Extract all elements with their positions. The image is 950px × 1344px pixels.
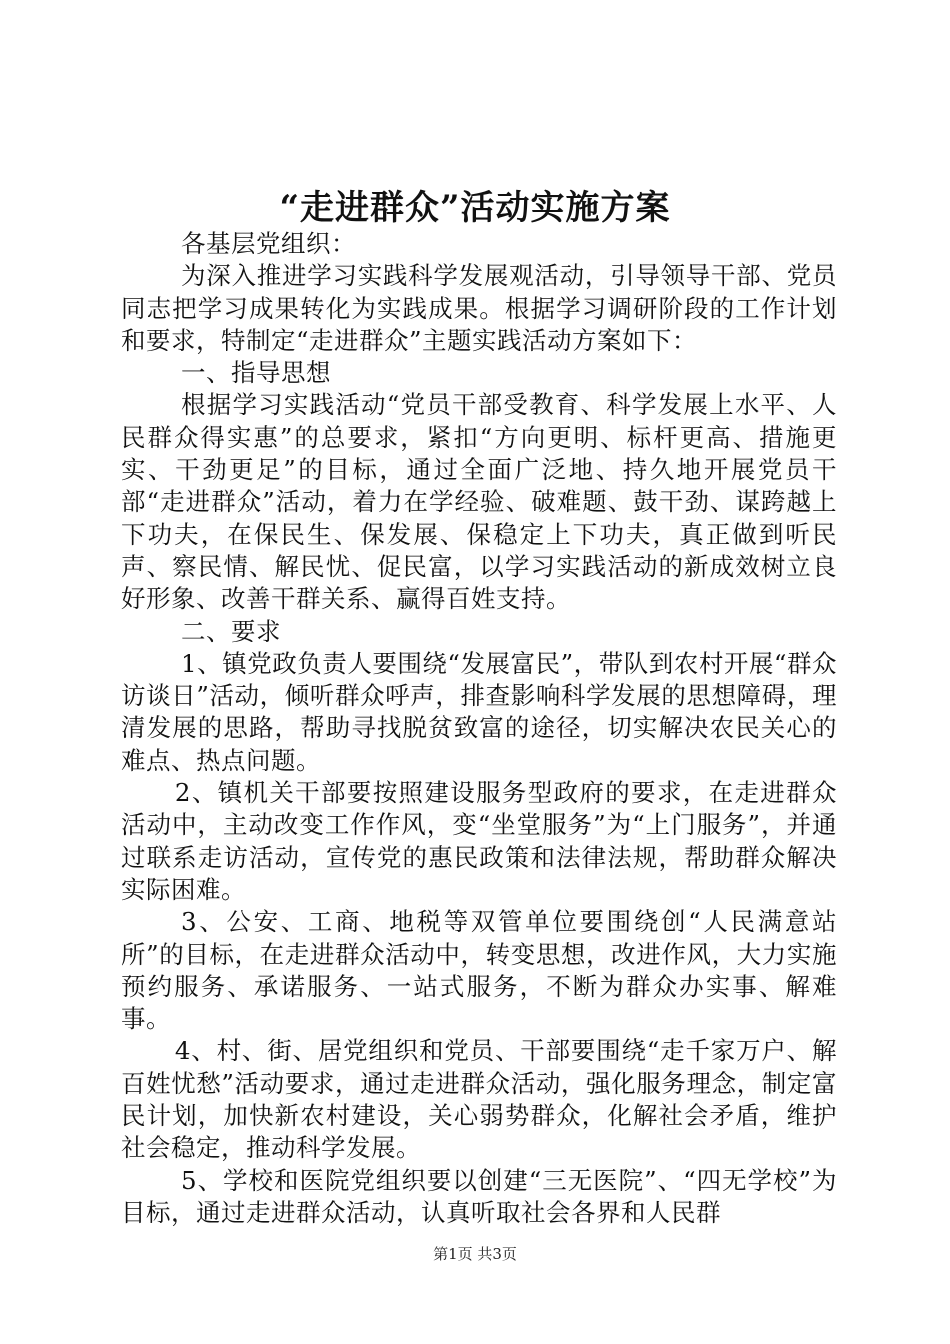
- requirement-item-2: 2、镇机关干部要按照建设服务型政府的要求，在走进群众活动中，主动改变工作作风，变“坐堂服务”为“上门服务”，并通过联系走访活动，宣传党的惠民政策和法律法规，帮助群众解决实际困难。: [121, 778, 837, 904]
- requirement-item-4: 4、村、街、居党组织和党员、干部要围绕“走千家万户、解百姓忧愁”活动要求，通过走进群众活动，强化服务理念，制定富民计划，加快新农村建设，关心弱势群众，化解社会矛盾，维护社会稳定，推动科学发展。: [121, 1036, 837, 1163]
- section-heading-guiding-thought: 一、指导思想: [181, 358, 332, 388]
- guiding-thought-paragraph: 根据学习实践活动“党员干部受教育、科学发展上水平、人民群众得实惠”的总要求，紧扣“方向更明、标杆更高、措施更实、干劲更足”的目标，通过全面广泛地、持久地开展党员干部“走进群众”活动，着力在学经验、破难题、鼓干劲、谋跨越上下功夫，在保民生、保发展、保稳定上下功夫，真正做到听民声、察民情、解民忧、促民富，以学习实践活动的新成效树立良好形象、改善干群关系、赢得百姓支持。: [121, 390, 837, 614]
- document-title: “走进群众”活动实施方案: [279, 188, 671, 228]
- section-heading-requirements: 二、要求: [181, 616, 282, 646]
- requirement-item-5: 5、学校和医院党组织要以创建“三无医院”、“四无学校”为目标，通过走进群众活动，认真听取社会各界和人民群: [121, 1165, 837, 1227]
- requirement-item-3: 3、公安、工商、地税等双管单位要围绕创“人民满意站所”的目标，在走进群众活动中，转变思想，改进作风，大力实施预约服务、承诺服务、一站式服务，不断为群众办实事、解难事。: [121, 907, 837, 1034]
- requirement-item-1: 1、镇党政负责人要围绕“发展富民”，带队到农村开展“群众访谈日”活动，倾听群众呼声，排查影响科学发展的思想障碍，理清发展的思路，帮助寻找脱贫致富的途径，切实解决农民关心的难点、热点问题。: [121, 648, 837, 775]
- document-body: [121, 228, 837, 1229]
- intro-paragraph: 为深入推进学习实践科学发展观活动，引导领导干部、党员同志把学习成果转化为实践成果。根据学习调研阶段的工作计划和要求，特制定“走进群众”主题实践活动方案如下：: [121, 261, 837, 355]
- greeting-line: 各基层党组织：: [181, 229, 357, 258]
- page-footer: 第1页 共3页: [433, 1245, 517, 1263]
